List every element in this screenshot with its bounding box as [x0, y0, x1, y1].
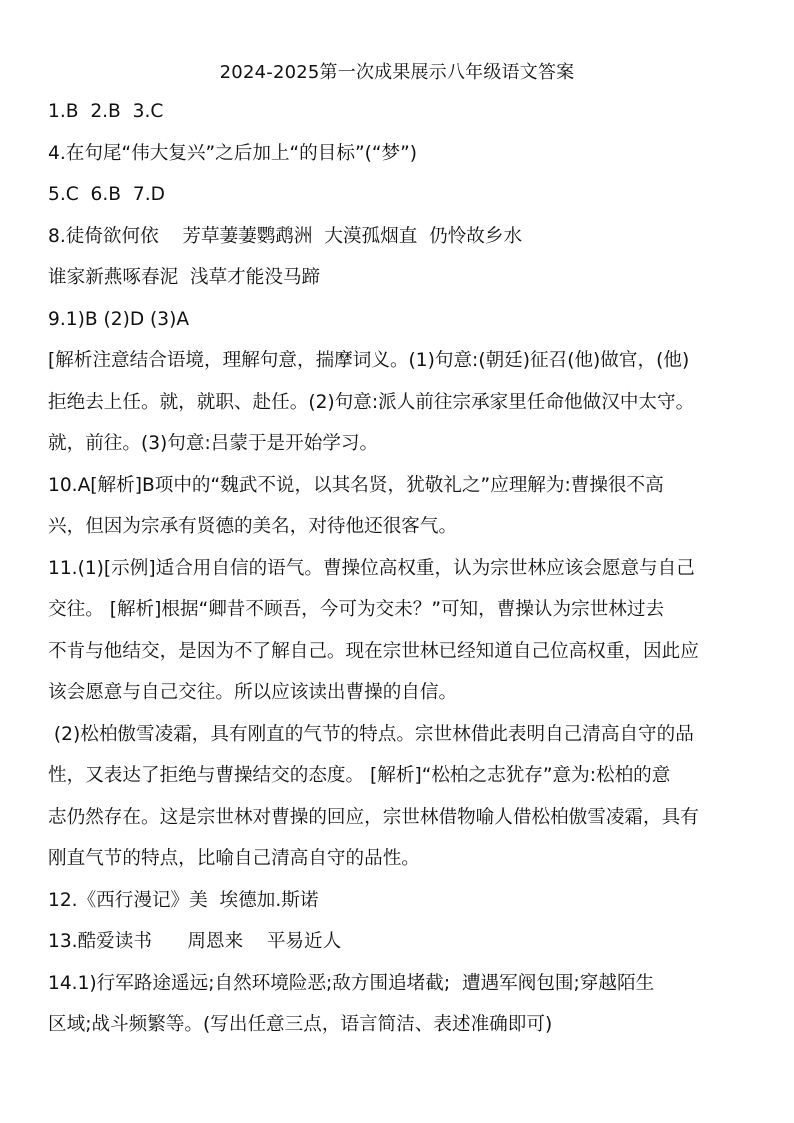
answer-line-12: 12.《西行漫记》美 埃德加.斯诺 [48, 890, 319, 911]
answer-line-9: 9.1)B (2)D (3)A [48, 309, 190, 330]
answer-line-11-2d: 刚直气节的特点，比喻自己清高自守的品性。 [48, 848, 420, 869]
answer-line-10a: 10.A[解析]B项中的“魏武不说，以其名贤，犹敬礼之”应理解为:曹操很不高 [48, 475, 664, 496]
answer-line-14b: 区域;战斗频繁等。(写出任意三点，语言简洁、表述准确即可) [48, 1014, 553, 1035]
answer-line-11-1d: 该会愿意与自己交往。所以应该读出曹操的自信。 [48, 682, 458, 703]
answer-line-11-1c: 不肯与他结交，是因为不了解自己。现在宗世林已经知道自己位高权重，因此应 [48, 641, 699, 662]
answer-line-4: 4.在句尾“伟大复兴”之后加上“的目标”(“梦”) [48, 143, 417, 164]
answer-line-9-analysis-3: 就，前往。(3)句意:吕蒙于是开始学习。 [48, 433, 379, 454]
answer-line-10b: 兴，但因为宗承有贤德的美名，对待他还很客气。 [48, 516, 458, 537]
answer-line-11-2c: 志仍然存在。这是宗世林对曹操的回应，宗世林借物喻人借松柏傲雪凌霜，具有 [48, 807, 699, 828]
answer-line-9-analysis-1: [解析注意结合语境，理解句意，揣摩词义。(1)句意:(朝廷)征召(他)做官，(他) [48, 350, 690, 371]
answer-line-9-analysis-2: 拒绝去上任。就，就职、赴任。(2)句意:派人前往宗承家里任命他做汉中太守。 [48, 392, 695, 413]
answer-line-8b: 谁家新燕啄春泥 浅草才能没马蹄 [48, 267, 321, 288]
answer-line-11-1b: 交往。 [解析]根据“卿昔不顾吾，今可为交未？”可知，曹操认为宗世林过去 [48, 599, 665, 620]
document-title: 2024-2025第一次成果展示八年级语文答案 [219, 62, 575, 83]
answer-line-1: 1.B 2.B 3.C [48, 101, 164, 122]
answer-line-11-2a: (2)松柏傲雪凌霜，具有刚直的气节的特点。宗世林借此表明自己清高自守的品 [48, 724, 694, 745]
answer-line-13: 13.酷爱读书 周恩来 平易近人 [48, 931, 342, 952]
answer-line-11-1a: 11.(1)[示例]适合用自信的语气。曹操位高权重，认为宗世林应该会愿意与自己 [48, 558, 695, 579]
answer-line-5-7: 5.C 6.B 7.D [48, 184, 165, 205]
answer-line-8a: 8.徒倚欲何依 芳草萋萋鹦鹉洲 大漠孤烟直 仍怜故乡水 [48, 226, 523, 247]
answer-line-14a: 14.1)行军路途遥远;自然环境险恶;敌方围追堵截; 遭遇军阀包围;穿越陌生 [48, 973, 655, 994]
answer-line-11-2b: 性，又表达了拒绝与曹操结交的态度。 [解析]“松柏之志犹存”意为:松柏的意 [48, 765, 671, 786]
